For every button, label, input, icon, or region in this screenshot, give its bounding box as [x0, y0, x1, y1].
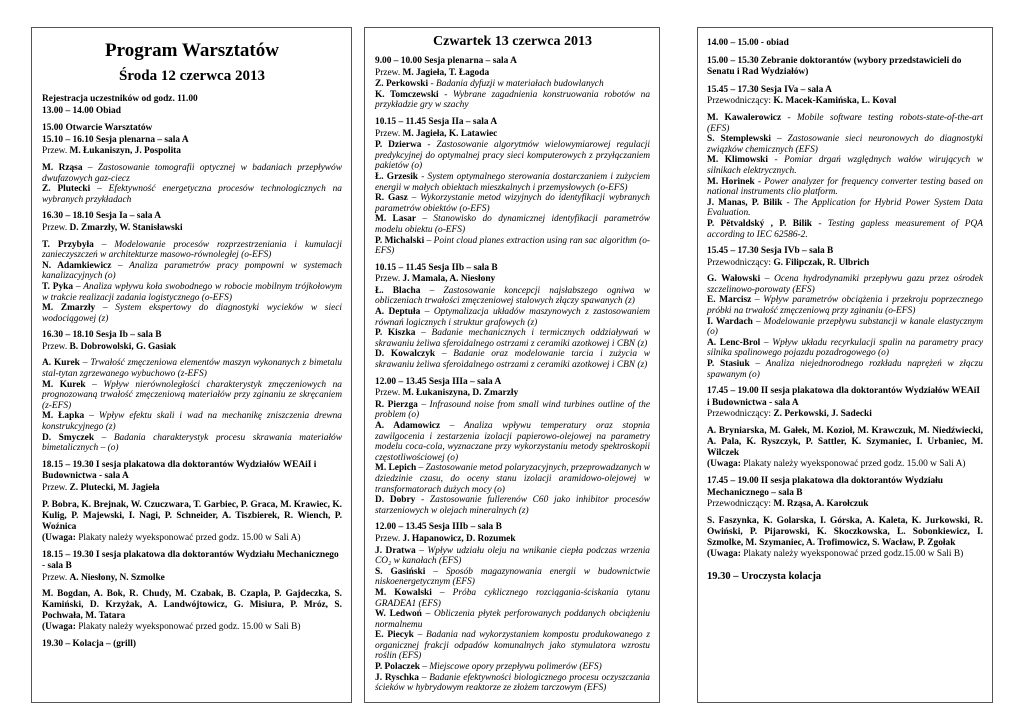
session-chair: Przew. M. Jagieła, K. Latawiec [375, 128, 498, 139]
talk-item [375, 662, 650, 673]
talk-title: – Modelowanie przepływu substancji w kanale elastycznym (o) [707, 316, 983, 338]
talk-item [42, 303, 342, 324]
session-head: 15.45 – 17.30 Sesja IVb – sala B [707, 246, 834, 257]
session-chair: Przew. B. Dobrowolski, G. Gasiak [42, 341, 177, 352]
talk-author: Z. Plutecki [42, 184, 91, 195]
talk-author: P. Pětvaldský , P. Bilik [707, 218, 813, 229]
talk-item [42, 163, 342, 184]
talk-author: M. Klimowski [707, 155, 768, 166]
talk-item [707, 359, 983, 380]
talk-author: M. Kawalerowicz [707, 112, 782, 123]
talk-title: - Zastosowanie fullerenów C60 jako inhibitor procesów starzeniowych w olejach mineralnych (z) [375, 495, 650, 516]
talk-item [42, 358, 342, 379]
talk-author: Z. Perkowski [375, 79, 429, 90]
talk-author: M. Zmarzły [42, 303, 96, 314]
talk-title: – Badanie mechanicznych i termicznych oddziaływań w skrawaniu żeliwa sferoidalnego ostrzami z ceramiki azotkowej i CBN (z) [375, 328, 650, 349]
talk-title: – Badanie efektywności biologicznego procesu oczyszczania ścieków w hybrydowym reaktorze ze złożem tarczowym (EFS) [375, 672, 650, 694]
talk-title: – Próba cyklicznego rozciągania-ściskania tytanu GRADEA1 (EFS) [375, 587, 650, 609]
talk-title: – Badania nad wykorzystaniem kompostu produkowanego z organicznej frakcji odpadów komunalnych jako stymulatora wzrostu roślin (EFS) [375, 630, 650, 662]
talk-item [42, 433, 342, 454]
talk-item [707, 113, 983, 134]
talk-item [707, 155, 983, 176]
talk-item [375, 400, 650, 421]
talk-author: N. Adamkiewicz [42, 260, 112, 271]
talk-list [707, 113, 983, 240]
session-chair: Przew. M. Łukaniszyn, J. Pospolita [42, 146, 181, 157]
talk-author: I. Wardach [707, 316, 753, 327]
poster-session-head: 18.15 – 19.30 I sesja plakatowa dla doktorantów Wydziału Mechanicznego - sala B [42, 549, 339, 572]
talk-item [707, 295, 983, 316]
talk-item [375, 546, 650, 567]
talk-author: D. Smyczek [42, 432, 95, 443]
talk-author: G. Wałowski [707, 274, 761, 285]
session-head: 12.00 – 13.45 Sesja IIIb – sala B [375, 522, 502, 533]
session-head: 9.00 – 10.00 Sesja plenarna – sala A [375, 56, 517, 66]
talk-title: - Testing gapless measurement of PQA according to IEC 62586-2. [707, 218, 983, 240]
session-chair: Przew. D. Zmarzły, W. Stanisławski [42, 222, 183, 233]
talk-item [42, 411, 342, 432]
session-chair: Przew. A. Niesłony, N. Szmolke [42, 572, 165, 583]
talk-author: K. Tomczewski [375, 89, 439, 100]
talk-author: Ł. Grzesik [375, 171, 419, 182]
talk-title: – Badanie oraz modelowanie tarcia i zużycia w skrawaniu żeliwa sferoidalnego ostrzami z ceramiki azotkowej i CBN (z) [375, 349, 650, 371]
talk-title: - The Application for Hybrid Power System Data Evaluation. [707, 197, 983, 219]
talk-title: – Point cloud planes extraction using ran sac algorithm (o-EFS) [375, 235, 651, 257]
talk-title: - Wybrane zagadnienia konstruowania robotów na przykładzie gry w szachy [375, 89, 651, 111]
talk-author: M. Lepich [375, 463, 417, 474]
panel-day2 [364, 27, 660, 703]
program-title: Program Warsztatów [105, 40, 279, 61]
talk-author: M. Kurek [42, 379, 86, 390]
talk-item [375, 495, 650, 516]
talk-title: – Wpływ nierównoległości charakterystyk zmęczeniowych na prognozowaną trwałość zmęczeniową materiałów przy zginaniu ze skręcaniem (z-EFS) [42, 379, 342, 411]
session-head: 10.15 – 11.45 Sesja IIa – sala A [375, 116, 498, 127]
talk-list [707, 274, 983, 380]
talk-title: – Ocena hydrodynamiki przepływu gazu przez ośrodek szczelinowo-porowaty (EFS) [707, 274, 983, 295]
talk-item [707, 274, 983, 295]
talk-list [375, 286, 650, 371]
talk-item [375, 349, 650, 370]
session-chair: Przew. J. Mamala, A. Niesłony [375, 274, 496, 285]
talk-item [375, 630, 650, 662]
talk-title: – Zastosowanie metod polaryzacyjnych, przeprowadzanych w dziedzinie czasu, do oceny stanu izolacji aramidowo-olejowej w transformatorach dużych mocy (o) [375, 463, 650, 495]
talk-item [707, 338, 983, 359]
talk-list [42, 358, 342, 453]
talk-author: J. Manas, P. Bilik [707, 197, 783, 208]
talk-title: – Zastosowanie tomografii optycznej w badaniach przepływów dwufazowych gaz-ciecz [42, 162, 343, 184]
talk-author: M. Rząsa [42, 162, 83, 173]
talk-item [375, 463, 650, 495]
talk-title: – Wpływ efektu skali i wad na mechanikę zniszczenia drewna konstrukcyjnego (z) [42, 411, 342, 433]
session-head: 16.30 – 18.10 Sesja Ia – sala A [42, 211, 162, 222]
day2-title: Czwartek 13 czerwca 2013 [433, 34, 592, 49]
talk-item [375, 286, 650, 307]
dinner-day1: 19.30 – Kolacja – (grill) [42, 639, 136, 650]
talk-author: W. Ledwoń [375, 609, 422, 620]
session-chair: Przew. M. Łukaniszyna, D. Zmarzły [375, 388, 519, 399]
opening: 15.00 Otwarcie Warsztatów [42, 123, 153, 134]
talk-author: A. Adamowicz [375, 421, 441, 431]
talk-author: M. Kowalski [375, 587, 432, 598]
poster-note: (Uwaga: Plakaty należy wyeksponować przed godz.15.00 w Sali B) [707, 548, 964, 559]
lunch-day1: 13.00 – 14.00 Obiad [42, 105, 121, 116]
talk-item [375, 79, 650, 90]
session-head: 10.15 – 11.45 Sesja IIb – sala B [375, 262, 498, 273]
session-chair: Przewodniczący: G. Filipczak, R. Ulbrich [707, 257, 870, 268]
talk-item [42, 380, 342, 412]
talk-author: S. Stemplewski [707, 134, 772, 145]
talk-author: P. Stasiuk [707, 359, 750, 370]
poster-session-head: 17.45 – 19.00 II sesja plakatowa dla doktorantów Wydziałów WEAiI i Budownictwa - sala A [707, 386, 981, 408]
talk-title: – Efektywność energetyczna procesów technologicznych na wybranych przykładach [42, 184, 342, 205]
talk-author: R. Pierzga [375, 399, 418, 410]
talk-item [375, 90, 650, 111]
talk-title: – Zastosowanie sieci neuronowych do diagnostyki związków chemicznych (EFS) [707, 134, 983, 155]
talk-title: – Badania charakterystyk procesu skrawania materiałów bimetalicznych – (o) [42, 432, 342, 454]
talk-title: - Power analyzer for frequency converter testing based on national instruments clio platform. [707, 176, 983, 198]
talk-title: - Pomiar drgań względnych wałów wirujących w silnikach elektrycznych. [707, 155, 983, 176]
talk-title: - Zastosowanie algorytmów wielowymiarowej regulacji predykcyjnej do optymalnej pracy sieci komputerowych z przyłączaniem pakietów (o) [375, 140, 651, 172]
panel-day2-afternoon [697, 27, 993, 703]
talk-author: T. Pyka [42, 281, 74, 292]
talk-item [707, 177, 983, 198]
session-head: 12.00 – 13.45 Sesja IIIa – sala A [375, 376, 502, 387]
talk-item [42, 261, 342, 282]
session-head: 16.30 – 18.10 Sesja Ib – sala B [42, 330, 162, 341]
talk-author: J. Ryschka [375, 672, 419, 683]
session-chair: Przewodniczący: K. Macek-Kamińska, L. Koval [707, 96, 897, 107]
talk-author: A. Deptuła [375, 307, 421, 318]
talk-item [375, 172, 650, 193]
talk-author: P. Polaczek [375, 662, 420, 673]
talk-title: – Modelowanie procesów rozprzestrzeniania i kumulacji zanieczyszczeń w architekturze masowo-równoległej (o-EFS) [42, 239, 342, 261]
talk-title: – Optymalizacja układów maszynowych z zastosowaniem równań logicznych i struktur grafowych (z) [375, 307, 651, 328]
session-head: 15.10 – 16.10 Sesja plenarna – sala A [42, 134, 189, 145]
talk-title: – Wykorzystanie metod wizyjnych do identyfikacji wybranych parametrów obiektów (o-EFS) [375, 193, 650, 214]
talk-title: – Sposób magazynowania energii w budownictwie niskoenergetycznym (EFS) [375, 566, 650, 588]
talk-author: A. Lenc-Brol [707, 337, 761, 348]
poster-names: P. Bobra, K. Brejnak, W. Czuczwara, T. Garbiec, P. Graca, M. Krawiec, K. Kulig, P. Majewski, I. Nagi, P. Schneider, A. Tiszbierek, R. Wiench, P. Woźnica [42, 499, 342, 532]
registration: Rejestracja uczestników od godz. 11.00 [42, 94, 198, 104]
poster-names: M. Bogdan, A. Bok, R. Chudy, M. Czabak, B. Czapla, P. Gajdeczka, S. Kamiński, D. Krzyżak, A. Landwójtowicz, G. Misiura, P. Mróz, S. Pochwała, M. Tatara [42, 589, 342, 622]
talk-item [375, 214, 650, 235]
talk-item [707, 134, 983, 155]
talk-author: E. Piecyk [375, 630, 414, 641]
talk-item [375, 307, 650, 328]
talk-title: – Analiza niejednorodnego rozkładu naprężeń w złączu spawanym (o) [707, 359, 983, 380]
talk-item [375, 421, 650, 463]
talk-item [42, 184, 342, 205]
talk-author: Ł. Blacha [375, 285, 421, 296]
talk-title: – Trwałość zmęczeniowa elementów maszyn wykonanych z bimetalu stal-tytan zgrzewanego wybuchowo (z-EFS) [42, 358, 342, 380]
talk-item [375, 609, 650, 630]
session-chair: Przew. Z. Plutecki, M. Jagieła [42, 483, 160, 493]
talk-title: – System ekspertowy do diagnostyki wycieków w sieci wodociągowej (z) [42, 303, 342, 324]
talk-title: - Mobile software testing robots-state-of-the-art (EFS) [707, 112, 983, 134]
talk-title: - System optymalnego sterowania dostarczaniem i zużyciem energii w małych obiektach mieszkalnych i przemysłowych (o-EFS) [375, 171, 651, 193]
talk-list [375, 140, 650, 257]
talk-title: – Obliczenia płytek perforowanych poddanych obciążeniu normalnemu [375, 609, 650, 630]
talk-item [375, 567, 650, 588]
talk-item [375, 673, 650, 694]
poster-session-head: 18.15 – 19.30 I sesja plakatowa dla doktorantów Wydziałów WEAiI i Budownictwa - sala A [42, 459, 317, 482]
poster-session-head: 17.45 – 19.00 II sesja plakatowa dla doktorantów Wydziału Mechanicznego – sala B [707, 476, 943, 498]
talk-item [375, 193, 650, 214]
talk-author: A. Kurek [42, 358, 80, 369]
gala-dinner: 19.30 – Uroczysta kolacja [707, 570, 822, 582]
poster-note: (Uwaga: Plakaty należy wyeksponować przed godz. 15.00 w Sali A) [42, 532, 301, 543]
talk-author: D. Dobry [375, 495, 416, 506]
senate-meeting: 15.00 – 15.30 Zebranie doktorantów (wybory przedstawicieli do Senatu i Rad Wydziałów) [707, 55, 962, 78]
session-chair: Przewodniczący: M. Rząsa, A. Karołczuk [707, 499, 869, 510]
session-chair: Przew. M. Jagieła, T. Łagoda [375, 67, 490, 78]
talk-list [42, 240, 342, 325]
talk-list [375, 79, 650, 111]
session-head: 15.45 – 17.30 Sesja IVa – sala A [707, 84, 832, 95]
talk-item [42, 240, 342, 261]
talk-item [375, 328, 650, 349]
poster-note: (Uwaga: Plakaty należy wyeksponować przed godz. 15.00 w Sali A) [707, 459, 966, 469]
talk-item [707, 198, 983, 219]
talk-title: - Badania dyfuzji w materiałach budowlanych [428, 79, 604, 90]
talk-title: – Stanowisko do dynamicznej identyfikacji parametrów modelu obiektu (o-EFS) [375, 214, 650, 235]
panel-day1 [31, 27, 352, 703]
talk-author: D. Kowalczyk [375, 349, 436, 360]
poster-names: S. Faszynka, K. Golarska, I. Górska, A. Kaleta, K. Jurkowski, R. Owiński, P. Pijarowski, K. Skoczkowska, L. Sobonkiewicz, I. Szmolke, M. Szymaniec, A. Trofimowicz, S. Wacław, P. Zgołak [707, 515, 983, 548]
talk-author: S. Gasiński [375, 566, 426, 577]
talk-author: R. Gasz [375, 193, 408, 204]
talk-title: – Wpływ układu recyrkulacji spalin na parametry pracy silnika spalinowego pojazdu pozadrogowego (o) [707, 337, 984, 359]
talk-title: – Analiza wpływu koła swobodnego w robocie mobilnym trójkołowym w trakcie realizacji zadania logistycznego (o-EFS) [42, 281, 342, 303]
talk-item [42, 282, 342, 303]
talk-item [375, 236, 650, 257]
talk-author: P. Kiszka [375, 328, 416, 339]
talk-title: – Wpływ parametrów obciążenia i przekroju poprzecznego próbki na trwałość zmęczeniową przy zginaniu (o-EFS) [707, 295, 983, 317]
talk-item [707, 317, 983, 338]
day1-title: Środa 12 czerwca 2013 [119, 68, 265, 84]
talk-title: – Infrasound noise from small wind turbines outline of the problem (o) [375, 399, 650, 421]
talk-author: P. Michalski [375, 235, 425, 246]
poster-note: (Uwaga: Plakaty należy wyeksponować przed godz. 15.00 w Sali B) [42, 622, 301, 633]
talk-author: M. Lasar [375, 214, 416, 225]
talk-author: M. Łapka [42, 411, 85, 422]
talk-author: P. Dzierwa [375, 140, 422, 151]
talk-list [42, 163, 342, 205]
talk-author: T. Przybyła [42, 239, 94, 250]
talk-title: – Analiza wpływu temperatury oraz stopnia zawilgocenia i zestarzenia izolacji papierowo-olejowej na parametry modelu coca-cola, wyznaczane przy wykorzystaniu metody spektroskopii częstotliwościowej (o) [375, 421, 650, 463]
talk-item [375, 140, 650, 172]
talk-list [375, 546, 650, 694]
session-chair: Przewodniczący: Z. Perkowski, J. Sadecki [707, 409, 872, 420]
talk-title: – Analiza parametrów pracy pompowni w systemach kanalizacyjnych (o) [42, 260, 342, 282]
talk-author: J. Dratwa [375, 545, 416, 556]
session-chair: Przew. J. Hapanowicz, D. Rozumek [375, 533, 516, 544]
talk-title: – Zastosowanie koncepcji najsłabszego ogniwa w obliczeniach trwałości zmęczeniowej stalowych złączy spawanych (z) [375, 285, 650, 307]
talk-item [707, 219, 983, 240]
talk-title: – Miejscowe opory przepływu polimerów (EFS) [419, 662, 602, 673]
talk-list [375, 400, 650, 517]
talk-author: M. Horinek [707, 176, 755, 187]
lunch-day2: 14.00 – 15.00 - obiad [707, 38, 789, 48]
poster-names: A. Bryniarska, M. Gałek, M. Kozioł, M. Krawczuk, M. Niedźwiecki, A. Pala, K. Ryszczyk, P. Sattler, K. Szymaniec, I. Urbaniec, M. Wilczek [707, 426, 983, 458]
talk-author: E. Marcisz [707, 295, 752, 306]
talk-title: – Wpływ udziału oleju na wnikanie ciepła podczas wrzenia CO₂ w kanałach (EFS) [375, 545, 650, 567]
talk-item [375, 588, 650, 609]
